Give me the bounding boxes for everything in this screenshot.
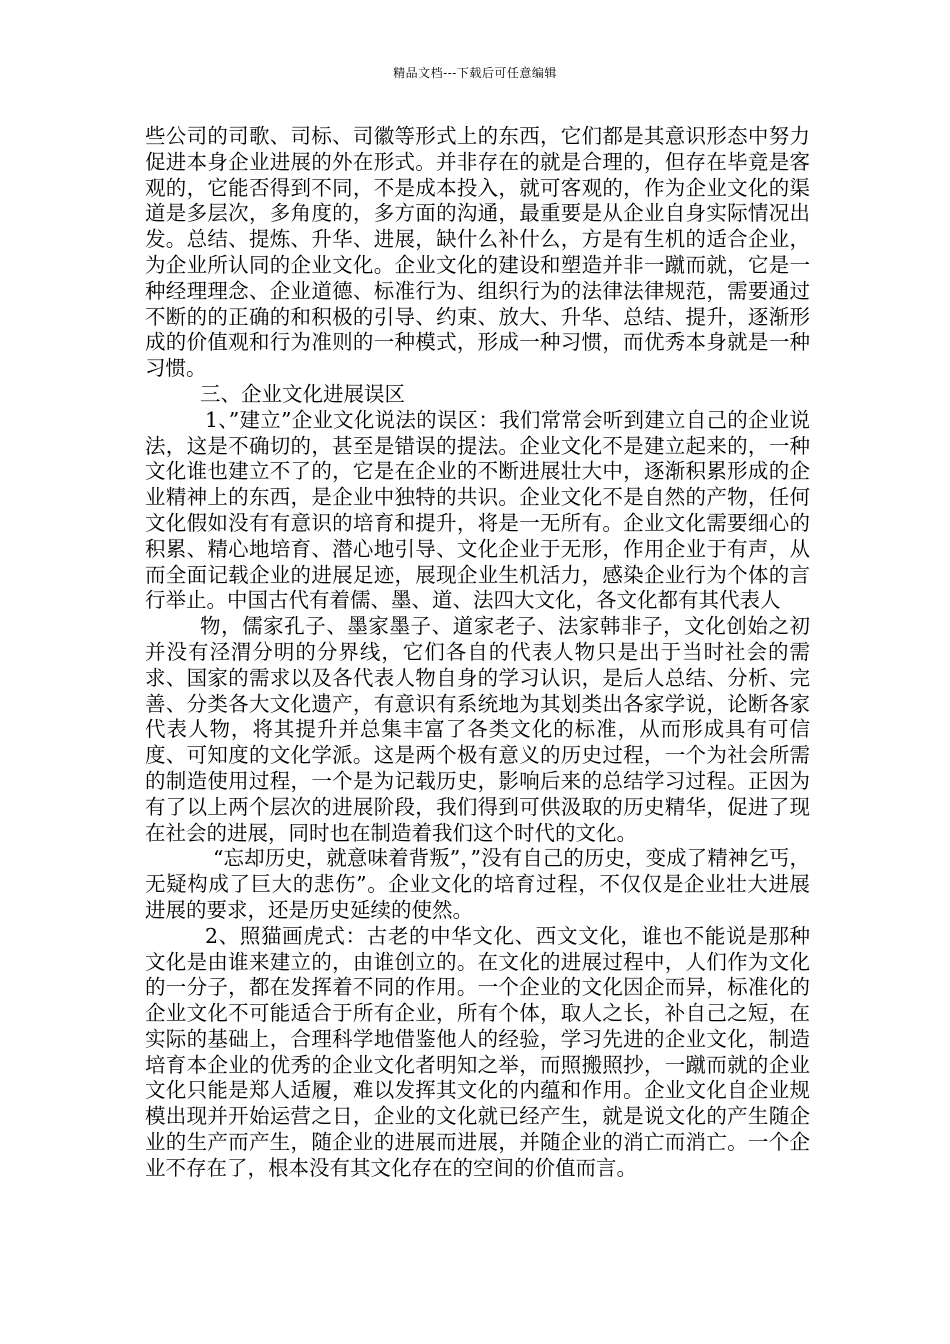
paragraph-schools-of-thought: 物，儒家孔子、墨家墨子、道家老子、法家韩非子，文化创始之初并没有泾渭分明的分界线，它们各自的代表人物只是出于当时社会的需求、国家的需求以及各代表人物自身的学习认识，是后人总结、分析、完善、分类各大文化遗产，有意识有系统地为其划类出各家学说，论断各家代表人物，将其提升并总集丰富了各类文化的标准，从而形成具有可信度、可知度的文化学派。这是两个极有意义的历史过程，一个为社会所需的制造使用过程，一个是为记载历史，影响后来的总结学习过程。正因为有了以上两个层次的进展阶段，我们得到可供汲取的历史精华，促进了现在社会的进展，同时也在制造着我们这个时代的文化。	[145, 614, 810, 845]
paragraph-misconception-2: 2、照猫画虎式：古老的中华文化、西文文化，谁也不能说是那种文化是由谁来建立的，由谁创立的。在文化的进展过程中，人们作为文化的一分子，都在发挥着不同的作用。一个企业的文化因企而异，标准化的企业文化不可能适合于所有企业，所有个体，取人之长，补自己之短，在实际的基础上，合理科学地借鉴他人的经验，学习先进的企业文化，制造培育本企业的优秀的企业文化者明知之举，而照搬照抄，一蹴而就的企业文化只能是郑人适履，难以发挥其文化的内蕴和作用。企业文化自企业规模出现并开始运营之日，企业的文化就已经产生，就是说文化的产生随企业的生产而产生，随企业的进展而进展，并随企业的消亡而消亡。一个企业不存在了，根本没有其文化存在的空间的价值而言。	[145, 923, 810, 1180]
paragraph-quote: “忘却历史，就意味着背叛”，”没有自己的历史，变成了精神乞丐，无疑构成了巨大的悲伤”。企业文化的培育过程，不仅仅是企业壮大进展进展的要求，还是历史延续的使然。	[145, 846, 810, 922]
document-body	[145, 124, 810, 1182]
section-heading: 三、企业文化进展误区	[200, 381, 405, 406]
paragraph-misconception-1: 1、”建立”企业文化说法的误区：我们常常会听到建立自己的企业说法，这是不确切的，甚至是错误的提法。企业文化不是建立起来的，一种文化谁也建立不了的，它是在企业的不断进展壮大中，逐渐积累形成的企业精神上的东西，是企业中独特的共识。企业文化不是自然的产物，任何文化假如没有有意识的培育和提升，将是一无所有。企业文化需要细心的积累、精心地培育、潜心地引导、文化企业于无形，作用企业于有声，从而全面记载企业的进展足迹，展现企业生机活力，感染企业行为个体的言行举止。中国古代有着儒、墨、道、法四大文化，各文化都有其代表人	[145, 407, 810, 613]
page-header: 精品文档---下载后可任意编辑	[393, 66, 557, 80]
paragraph-continuation: 些公司的司歌、司标、司徽等形式上的东西，它们都是其意识形态中努力促进本身企业进展的外在形式。并非存在的就是合理的，但存在毕竟是客观的，它能否得到不同，不是成本投入，就可客观的，作为企业文化的渠道是多层次，多角度的，多方面的沟通，最重要是从企业自身实际情况出发。总结、提炼、升华、进展，缺什么补什么，方是有生机的适合企业，为企业所认同的企业文化。企业文化的建设和塑造并非一蹴而就，它是一种经理理念、企业道德、标准行为、组织行为的法律法律规范，需要通过不断的的正确的和积极的引导、约束、放大、升华、总结、提升，逐渐形成的价值观和行为准则的一种模式，形成一种习惯，而优秀本身就是一种习惯。	[145, 124, 810, 381]
